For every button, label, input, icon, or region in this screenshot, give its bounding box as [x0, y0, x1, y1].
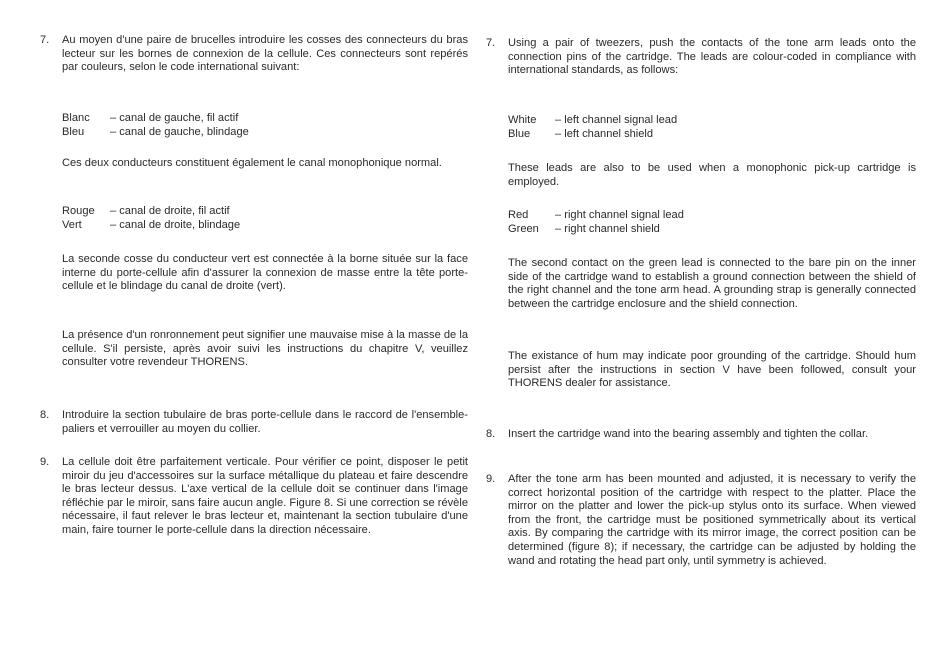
lead-row	[62, 112, 468, 126]
paragraph-body	[62, 253, 468, 294]
en-mono-note	[486, 162, 916, 189]
en-step-8	[486, 428, 916, 442]
fr-step-7-intro: Au moyen d'une paire de brucelles introduire les cosses des connecteurs du bras lecteur sur les bornes de connexion de la cellule. Ces connecteurs sont repérés par couleurs, selon le code international suivant:	[62, 34, 468, 74]
lead-color-name: Blue	[508, 127, 531, 140]
lead-row	[62, 205, 468, 219]
lead-description: – canal de gauche, fil actif	[110, 112, 239, 124]
fr-step-9-text: La cellule doit être parfaitement verticale. Pour vérifier ce point, disposer le petit miroir du jeu d'accessoires sur la surface métallique du plateau et faire descendre le bras lecteur dessus. L'axe vertical de la cellule doit se continuer dans l'image réfléchie par le miroir, sans faire aucun angle. Figure 8. Si une correction se révèle nécessaire, il faut relever le bras lecteur et, maintenant la section tubulaire d'une main, faire tourner le porte-cellule dans la direction nécessaire.	[62, 456, 468, 536]
fr-step-8	[40, 409, 468, 436]
en-step-7-intro: Using a pair of tweezers, push the contacts of the tone arm leads onto the connection pins of the cartridge. The leads are colour-coded in compliance with international standards, as follows:	[508, 37, 916, 77]
en-hum-paragraph	[486, 350, 916, 391]
lead-row	[508, 128, 916, 142]
fr-mono-note	[40, 157, 468, 171]
lead-description: – canal de gauche, blindage	[110, 125, 249, 138]
step-body	[62, 34, 468, 75]
en-step-9	[486, 473, 916, 568]
lead-description: – left channel signal lead	[555, 114, 678, 126]
en-hum-text: The existance of hum may indicate poor grounding of the cartridge. Should hum persist after the instructions in section V have been followed, consult your THORENS dealer for assistance.	[508, 350, 916, 390]
lead-color-name: Green	[508, 222, 539, 235]
en-step-8-text: Insert the cartridge wand into the bearing assembly and tighten the collar.	[508, 428, 869, 440]
lead-list	[62, 112, 468, 139]
step-number: 8.	[486, 428, 496, 440]
en-step-9-text: After the tone arm has been mounted and adjusted, it is necessary to verify the correct horizontal position of the cartridge with respect to the platter. Place the mirror on the platter and lower the pick-up stylus onto its surface. When viewed from the front, the cartridge must be positioned symmetrically about its vertical axis. By comparing the cartridge with its mirror image, the correct position can be determined (figure 8); if necessary, the cartridge can be adjusted by holding the wand and rotating the head part only, until symmetry is achieved.	[508, 473, 916, 567]
en-mono-note-text: These leads are also to be used when a monophonic pick-up cartridge is employed.	[508, 162, 916, 188]
step-body	[508, 428, 916, 442]
lead-description: – right channel shield	[555, 222, 660, 235]
step-body	[508, 37, 916, 78]
lead-description: – right channel signal lead	[555, 209, 684, 221]
fr-mono-note-text: Ces deux conducteurs constituent également le canal monophonique normal.	[62, 157, 442, 169]
step-number: 7.	[40, 34, 50, 46]
lead-row	[508, 114, 916, 128]
lead-color-name: White	[508, 114, 537, 126]
fr-contact-text: La seconde cosse du conducteur vert est connectée à la borne située sur la face interne du porte-cellule afin d'assurer la connexion de masse entre la tête porte-cellule et le blindage du canal de droite (vert).	[62, 253, 468, 293]
fr-step-7	[40, 34, 468, 75]
step-body	[508, 473, 916, 568]
fr-hum-paragraph	[40, 329, 468, 370]
en-leads-left	[486, 114, 916, 141]
lead-description: – canal de droite, blindage	[110, 218, 241, 231]
fr-contact-paragraph	[40, 253, 468, 294]
lead-list	[62, 205, 468, 232]
fr-step-8-text: Introduire la section tubulaire de bras porte-cellule dans le raccord de l'ensemble-paliers et verrouiller au moyen du collier.	[62, 409, 468, 435]
lead-color-name: Bleu	[62, 125, 85, 138]
lead-list	[508, 114, 916, 141]
lead-color-name: Blanc	[62, 112, 90, 124]
lead-row	[62, 219, 468, 233]
step-number: 9.	[486, 473, 496, 485]
step-body	[62, 409, 468, 436]
fr-hum-text: La présence d'un ronronnement peut signifier une mauvaise mise à la masse de la cellule. S'il persiste, après avoir suivi les instructions du chapitre V, veuillez consulter votre revendeur THORENS.	[62, 329, 468, 369]
lead-list	[508, 209, 916, 236]
lead-row	[62, 126, 468, 140]
fr-leads-left	[40, 112, 468, 139]
paragraph-body	[508, 350, 916, 391]
paragraph-body	[62, 329, 468, 370]
lead-color-name: Red	[508, 209, 529, 221]
en-contact-paragraph	[486, 257, 916, 311]
step-number: 9.	[40, 456, 50, 468]
lead-color-name: Vert	[62, 218, 82, 231]
lead-color-name: Rouge	[62, 205, 95, 217]
en-step-7	[486, 37, 916, 78]
fr-step-9	[40, 456, 468, 538]
en-contact-text: The second contact on the green lead is connected to the bare pin on the inner side of the cartridge wand to establish a ground connection between the shield of the right channel and the tone arm head. A grounding strap is generally connected between the cartridge enclosure and the shield connection.	[508, 257, 916, 310]
lead-description: – canal de droite, fil actif	[110, 205, 230, 217]
fr-leads-right	[40, 205, 468, 232]
lead-row	[508, 223, 916, 237]
paragraph-body	[508, 257, 916, 311]
lead-row	[508, 209, 916, 223]
en-leads-right	[486, 209, 916, 236]
lead-description: – left channel shield	[555, 127, 654, 140]
step-number: 7.	[486, 37, 496, 49]
step-body	[62, 456, 468, 538]
step-number: 8.	[40, 409, 50, 421]
paragraph-body	[62, 157, 468, 171]
paragraph-body	[508, 162, 916, 189]
